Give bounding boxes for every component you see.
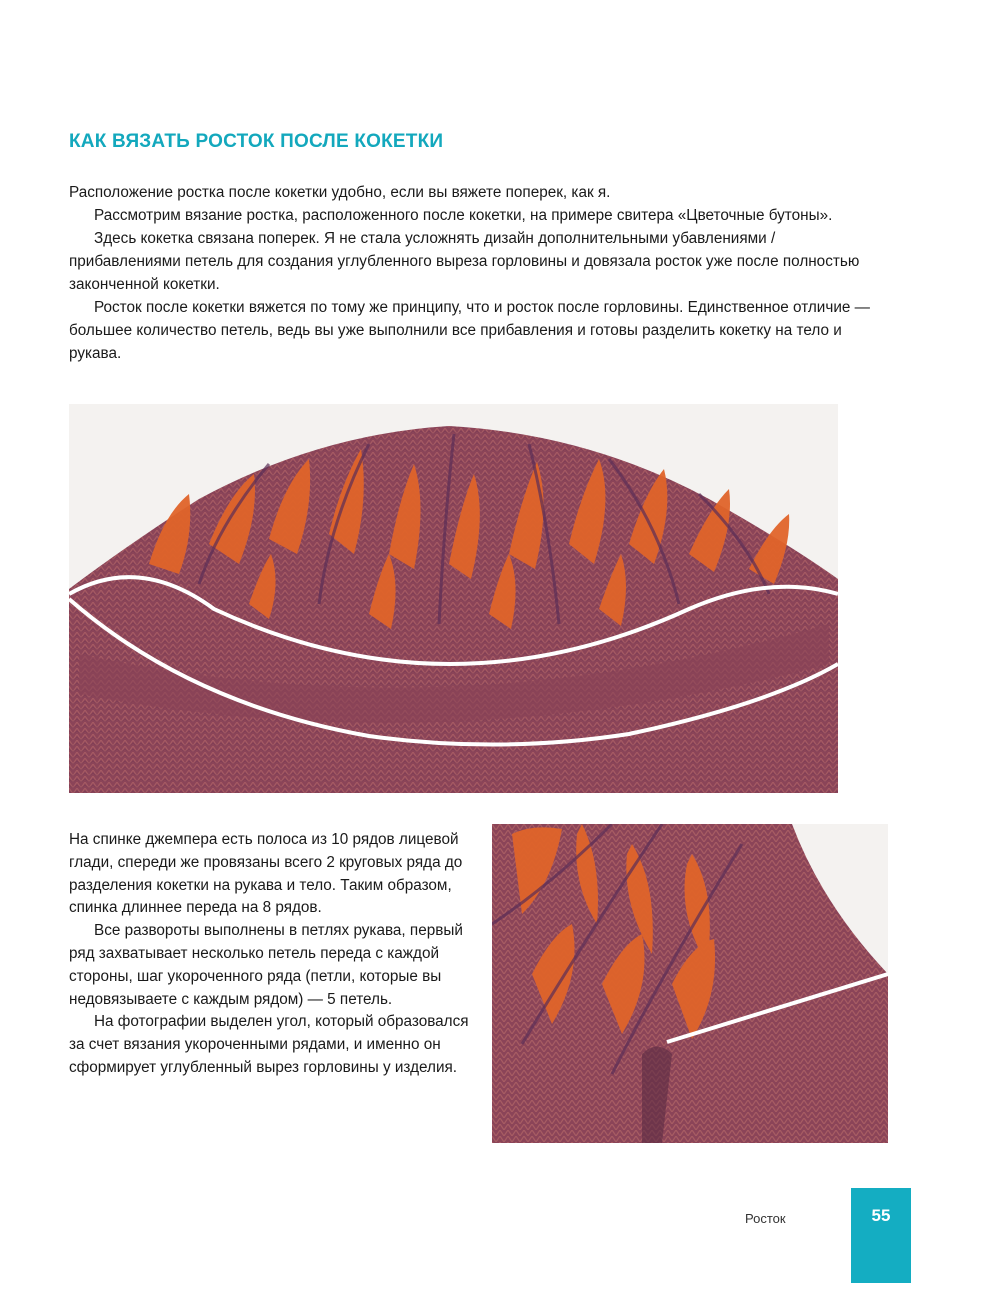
sweater-yoke-photo [69, 404, 838, 793]
intro-text [69, 181, 889, 365]
intro-paragraph: Рассмотрим вязание ростка, расположенного после кокетки, на примере свитера «Цветочные бутоны». [94, 207, 833, 224]
side-paragraph: На фотографии выделен угол, который образовался за счет вязания укороченными рядами, и именно он сформирует углубленный вырез горловины у изделия. [69, 1013, 469, 1076]
side-paragraph: Все развороты выполнены в петлях рукава, первый ряд захватывает несколько петель переда с каждой стороны, шаг укороченного ряда (петли, которые вы недовязываете с каждым рядом) — 5 петель. [69, 922, 463, 1008]
intro-paragraph: Здесь кокетка связана поперек. Я не стала усложнять дизайн дополнительными убавлениями / прибавлениями петель для создания углубленного выреза горловины и довязала росток уже после полностью законченной кокетки. [69, 230, 860, 293]
page-number-tab [851, 1188, 911, 1283]
intro-paragraph: Расположение ростка после кокетки удобно, если вы вяжете поперек, как я. [69, 184, 611, 201]
section-footer-label: Росток [745, 1211, 786, 1226]
intro-paragraph: Росток после кокетки вяжется по тому же принципу, что и росток после горловины. Единственное отличие — большее количество петель, ведь вы уже выполнили все прибавления и готовы разделить кокетку на тело и рукава. [69, 299, 870, 362]
side-paragraph: На спинке джемпера есть полоса из 10 рядов лицевой глади, спереди же провязаны всего 2 круговых ряда до разделения кокетки на рукава и тело. Таким образом, спинка длиннее переда на 8 рядов. [69, 831, 463, 917]
side-text [69, 829, 471, 1080]
section-heading: КАК ВЯЗАТЬ РОСТОК ПОСЛЕ КОКЕТКИ [69, 131, 444, 152]
short-rows-closeup-photo [492, 824, 888, 1143]
page-number: 55 [871, 1206, 891, 1225]
